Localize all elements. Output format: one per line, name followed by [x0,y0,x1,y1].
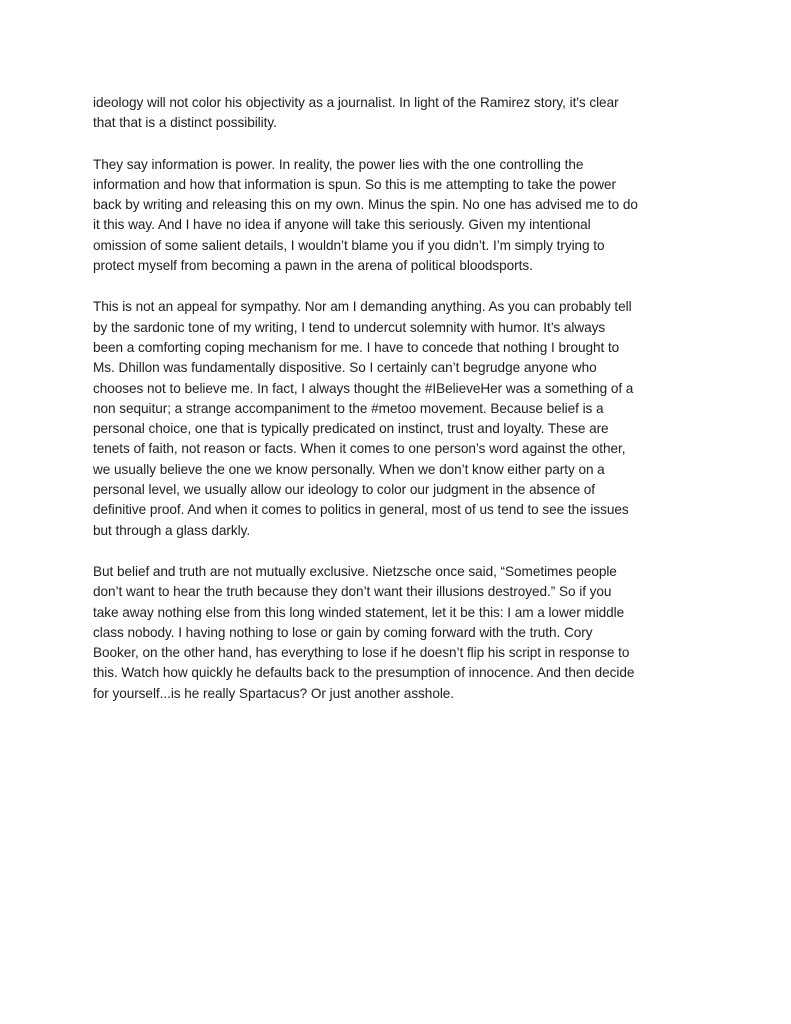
text-line: non sequitur; a strange accompaniment to the #metoo movement. Because belief is a [93,400,604,416]
paragraph-1 [93,93,701,134]
text-line: that that is a distinct possibility. [93,115,277,131]
text-line: definitive proof. And when it comes to politics in general, most of us tend to see the issues [93,502,629,518]
text-line: chooses not to believe me. In fact, I always thought the #IBelieveHer was a something of a [93,380,634,396]
text-line: ideology will not color his objectivity as a journalist. In light of the Ramirez story, it's clear [93,95,619,110]
text-line: They say information is power. In reality, the power lies with the one controlling the [93,156,584,172]
text-line: back by writing and releasing this on my own. Minus the spin. No one has advised me to do [93,197,638,213]
text-line: this. Watch how quickly he defaults back to the presumption of innocence. And then decide [93,665,635,681]
paragraph-4 [93,562,701,704]
text-line: take away nothing else from this long winded statement, let it be this: I am a lower middle [93,604,625,620]
text-line: omission of some salient details, I wouldn’t blame you if you didn’t. I’m simply trying to [93,237,605,253]
text-line: information and how that information is spun. So this is me attempting to take the power [93,176,617,192]
text-line: we usually believe the one we know personally. When we don’t know either party on a [93,461,605,477]
paragraph-3 [93,297,701,541]
text-line: personal level, we usually allow our ideology to color our judgment in the absence of [93,482,596,498]
text-line: This is not an appeal for sympathy. Nor am I demanding anything. As you can probably tell [93,299,632,315]
text-line: don’t want to hear the truth because they don’t want their illusions destroyed.” So if you [93,584,612,600]
text-line: been a comforting coping mechanism for me. I have to concede that nothing I brought to [93,339,620,355]
text-line: for yourself...is he really Spartacus? Or just another asshole. [93,685,455,701]
text-line: Booker, on the other hand, has everything to lose if he doesn’t flip his script in response to [93,645,630,661]
text-line: personal choice, one that is typically predicated on instinct, trust and loyalty. These are [93,421,609,437]
text-line: But belief and truth are not mutually exclusive. Nietzsche once said, “Sometimes people [93,563,617,579]
text-line: by the sardonic tone of my writing, I tend to undercut solemnity with humor. It’s always [93,319,606,335]
paragraph-2 [93,155,701,277]
text-line: but through a glass darkly. [93,522,251,538]
document-body [93,93,701,725]
text-line: Ms. Dhillon was fundamentally dispositive. So I certainly can’t begrudge anyone who [93,360,597,376]
text-line: tenets of faith, not reason or facts. When it comes to one person’s word against the other, [93,441,626,457]
text-line: class nobody. I having nothing to lose or gain by coming forward with the truth. Cory [93,624,593,640]
text-line: protect myself from becoming a pawn in the arena of political bloodsports. [93,258,533,274]
text-line: it this way. And I have no idea if anyone will take this seriously. Given my intentional [93,217,591,233]
